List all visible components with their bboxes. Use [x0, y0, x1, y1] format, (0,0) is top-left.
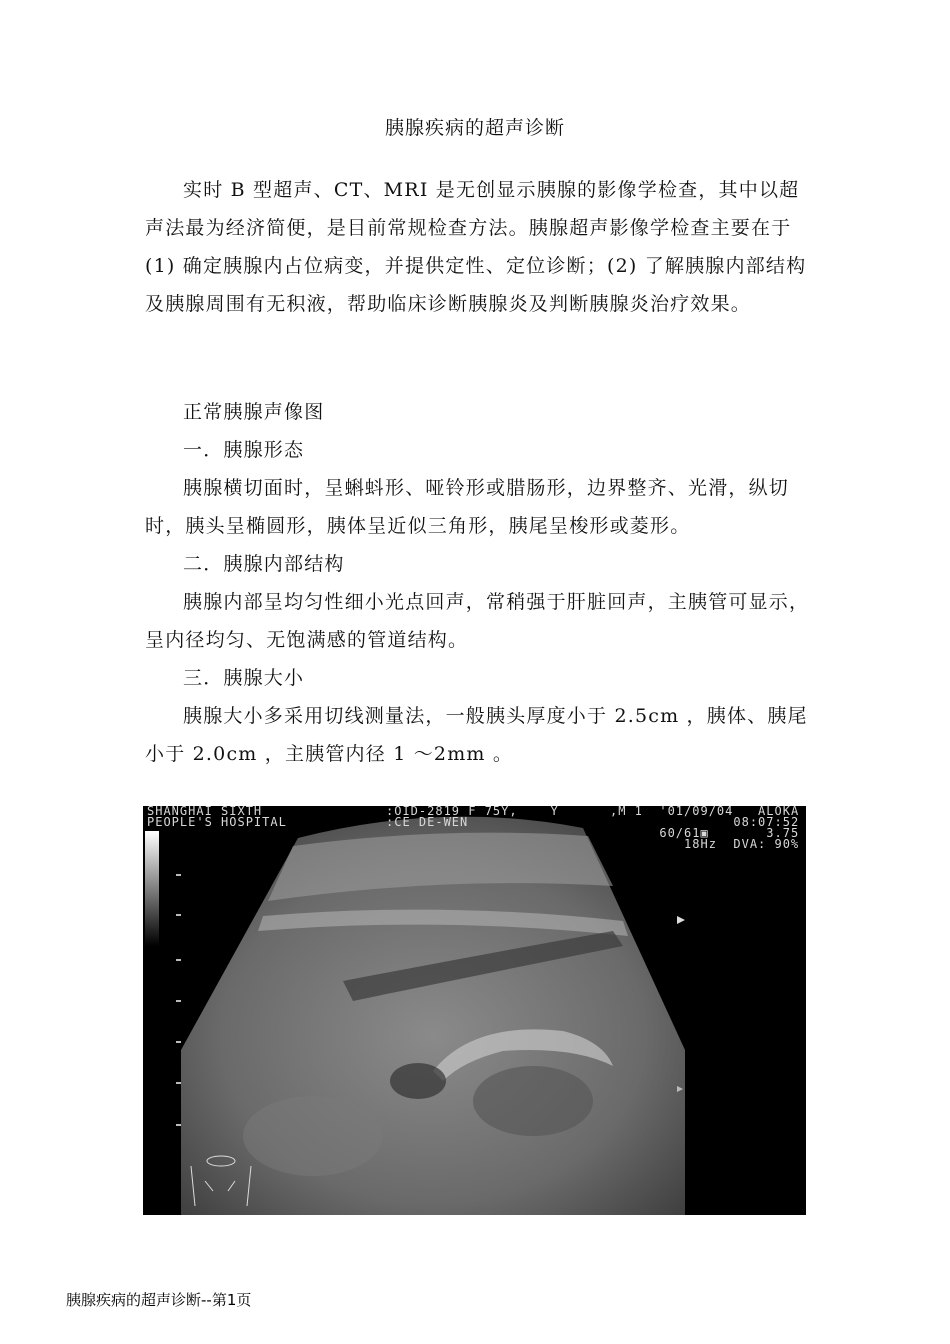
- intro-paragraph: 实时 B 型超声、CT、MRI 是无创显示胰腺的影像学检查，其中以超声法最为经济简便，是目前常规检查方法。胰腺超声影像学检查主要在于(1) 确定胰腺内占位病变，并提供定性、定位诊断；(2) 了解胰腺内部结构及胰腺周围有无积液，帮助临床诊断胰腺炎及判断胰腺炎治疗效果。: [145, 179, 807, 315]
- normal-pancreas-section: [145, 393, 810, 773]
- ultrasound-scan-graphic: [143, 806, 806, 1215]
- document-title: 胰腺疾病的超声诊断: [384, 117, 565, 139]
- section-title: 正常胰腺声像图: [183, 401, 325, 423]
- structure-heading: 二．胰腺内部结构: [183, 553, 345, 575]
- patient-line-2: :CE DE-WEN: [386, 815, 469, 829]
- page-footer: 胰腺疾病的超声诊断--第1页: [66, 1291, 252, 1309]
- structure-text: 胰腺内部呈均匀性细小光点回声，常稍强于肝脏回声，主胰管可显示，呈内径均匀、无饱满感的管道结构。: [145, 591, 810, 651]
- morphology-heading: 一．胰腺形态: [183, 439, 305, 461]
- size-text: 胰腺大小多采用切线测量法，一般胰头厚度小于 2.5cm ，胰体、胰尾小于 2.0cm ，主胰管内径 1 ～2mm 。: [145, 705, 808, 765]
- intro-block: [145, 171, 810, 323]
- patient-line-1: :OID-2819 F 75Y, Y: [386, 806, 559, 818]
- ultrasound-hospital-label: [147, 806, 287, 828]
- info-line-3: 60/61▣ 3.75: [659, 826, 800, 840]
- hospital-line-1: SHANGHAI SIXTH: [147, 806, 263, 818]
- hospital-line-2: PEOPLE'S HOSPITAL: [147, 815, 287, 829]
- ultrasound-info-label: [610, 806, 799, 850]
- morphology-text: 胰腺横切面时，呈蝌蚪形、哑铃形或腊肠形，边界整齐、光滑，纵切时，胰头呈椭圆形，胰体呈近似三角形，胰尾呈梭形或菱形。: [145, 477, 790, 537]
- ultrasound-patient-label: [386, 806, 559, 828]
- info-line-1: ,M 1 '01/09/04 ALOKA: [610, 806, 800, 818]
- info-line-2: 08:07:52: [659, 815, 800, 829]
- info-line-4: 18Hz DVA: 90%: [684, 837, 800, 851]
- size-heading: 三．胰腺大小: [183, 667, 305, 689]
- ultrasound-image: [143, 806, 806, 1215]
